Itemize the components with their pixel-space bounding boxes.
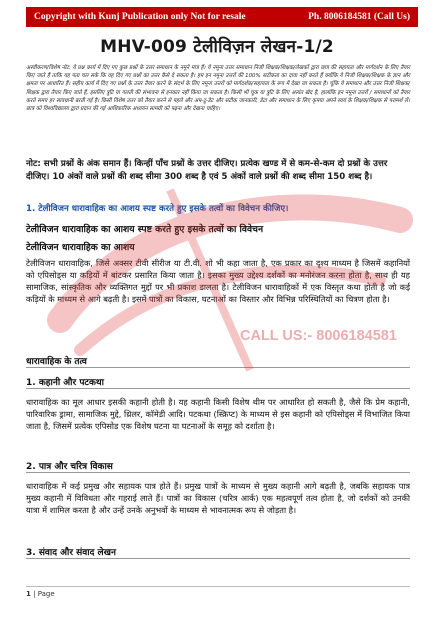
section-dialogue-title: 3. संवाद और संवाद लेखन — [26, 548, 116, 558]
paragraph-story: धारावाहिक का मूल आधार इसकी कहानी होती है। यह कहानी किसी विशेष थीम पर आधारित हो सकती है, जैसे कि प्रेम कहानी, पारिवारिक ड्रामा, सामाजिक मुद्दे, थ्रिलर, कॉमेडी आदि। पटकथा (स्क्रिप्ट) के माध्यम से इस कहानी को एपिसोड्स में विभाजित किया जाता है, जिसमें प्रत्येक एपिसोड एक विशेष घटना या घटनाओं के समूह को दर्शाता है। — [26, 397, 410, 431]
paragraph-definition: टेलीविजन धारावाहिक, जिसे अक्सर टीवी सीरीज या टी.वी. शो भी कहा जाता है, एक प्रकार का दृश्य माध्यम है जिसमें कहानियों को एपिसोड्स या कड़ियों में बांटकर प्रसारित किया जाता है। इसका मुख्य उद्देश्य दर्शकों का मनोरंजन करना होता है, साथ ही यह सामाजिक, सांस्कृतिक और व्यक्तिगत मुद्दों पर भी प्रकाश डालता है। टेलीविजन धारावाहिकों में एक विस्तृत कथा होती है जो कई कड़ियों के माध्यम से आगे बढ़ती है। इसमें पात्रों का विकास, घटनाओं का विस्तार और विभिन्न परिस्थितियों का चित्रण होता है। — [26, 258, 410, 304]
answer-heading: टेलीविजन धारावाहिक का आशय स्पष्ट करते हुए इसके तत्वों का विवेचन — [26, 224, 264, 235]
heading-divider — [26, 388, 410, 389]
banner-phone-text: Ph. 8006184581 (Call Us) — [308, 12, 410, 22]
footer-divider — [26, 586, 410, 587]
answer-subheading: टेलीविजन धारावाहिक का आशय — [26, 242, 135, 253]
heading-divider — [26, 558, 410, 559]
elements-heading: धारावाहिक के तत्व — [26, 357, 87, 367]
banner-copyright-text: Copyright with Kunj Publication only Not for resale — [34, 12, 246, 22]
disclaimer-paragraph: अस्वीकरण/विशेष नोट: ये प्रश्न कार्य में दिए गए कुछ प्रश्नों के उत्तर समाधान के नमूने मात्र हैं। ये नमूना उत्तर समाधान निजी शिक्षक/शिक्षक/लेखकों द्वारा छात्र की सहायता और मार्गदर्शन के लिए तैयार किए जाते हैं ताकि यह पता चल सके कि वह दिए गए प्रश्नों का उत्तर कैसे दे सकता है। हम इन नमूना उत्तरों की 100% सटीकता का दावा नहीं करते हैं क्योंकि ये निजी शिक्षक/शिक्षक के ज्ञान और क्षमता पर आधारित हैं। सहीय कार्य में दिए गए प्रश्नों के उत्तर तैयार करने के संदर्भ के लिए नमूना उत्तरों को मार्गदर्शक/सहायता के रूप में देखा जा सकता है। चूंकि ये समाधान और उत्तर निजी शिक्षक/शिक्षक द्वारा तैयार किए जाते हैं, इसलिए त्रुटि या गलती की संभावना से इनकार नहीं किया जा सकता है। किसी भी चूक या त्रुटि के लिए अत्यंत खेद है, हालांकि इन नमूना उत्तरों / समाधानों को तैयार करते समय हर सावधानी बरती गई है। किसी विशेष उत्तर को तैयार करने से पहले और अप-टू-डेट और सटीक जानकारी, डेटा और समाधान के लिए कृपया अपने स्वयं के शिक्षक/शिक्षक से परामर्श लें। छात्र को विश्वविद्यालय द्वारा प्रदान की गई आधिकारिक अध्ययन सामग्री को पढ़ना और देखना चाहिए। — [26, 65, 410, 113]
question-heading: 1. टेलीविजन धारावाहिक का आशय स्पष्ट करते हुए इसके तत्वों का विवेचन कीजिए। — [26, 204, 289, 214]
page-footer — [26, 590, 55, 598]
footer-separator: | — [33, 590, 38, 598]
heading-divider — [26, 367, 410, 368]
page-number: 1 — [26, 590, 31, 598]
watermark-phone-text: CALL US:- 8006184581 — [240, 328, 397, 344]
heading-divider — [26, 472, 410, 473]
instructions-note: नोट: सभी प्रश्नों के अंक समान हैं। किन्हीं पाँच प्रश्नों के उत्तर दीजिए। प्रत्येक खण्ड में से कम-से-कम दो प्रश्नों के उत्तर दीजिए। 10 अंकों वाले प्रश्नों की शब्द सीमा 300 शब्द है एवं 5 अंकों वाले प्रश्नों की शब्द सीमा 150 शब्द है। — [26, 159, 388, 183]
page-title: MHV-009 टेलीविज़न लेखन-1/2 — [100, 37, 334, 57]
copyright-banner — [26, 7, 418, 27]
section-story-title: 1. कहानी और पटकथा — [26, 378, 104, 388]
section-characters-title: 2. पात्र और चरित्र विकास — [26, 462, 113, 472]
paragraph-characters: धारावाहिक में कई प्रमुख और सहायक पात्र होते हैं। प्रमुख पात्रों के माध्यम से मुख्य कहानी आगे बढ़ती है, जबकि सहायक पात्र मुख्य कहानी में विविधता और गहराई लाते हैं। पात्रों का विकास (चरित्र आर्क) एक महत्वपूर्ण तत्व होता है, जो दर्शकों को उनकी यात्रा में शामिल करता है और उन्हें उनके अनुभवों के माध्यम से भावनात्मक रूप से जोड़ता है। — [26, 481, 410, 515]
page-label: Page — [37, 590, 55, 598]
